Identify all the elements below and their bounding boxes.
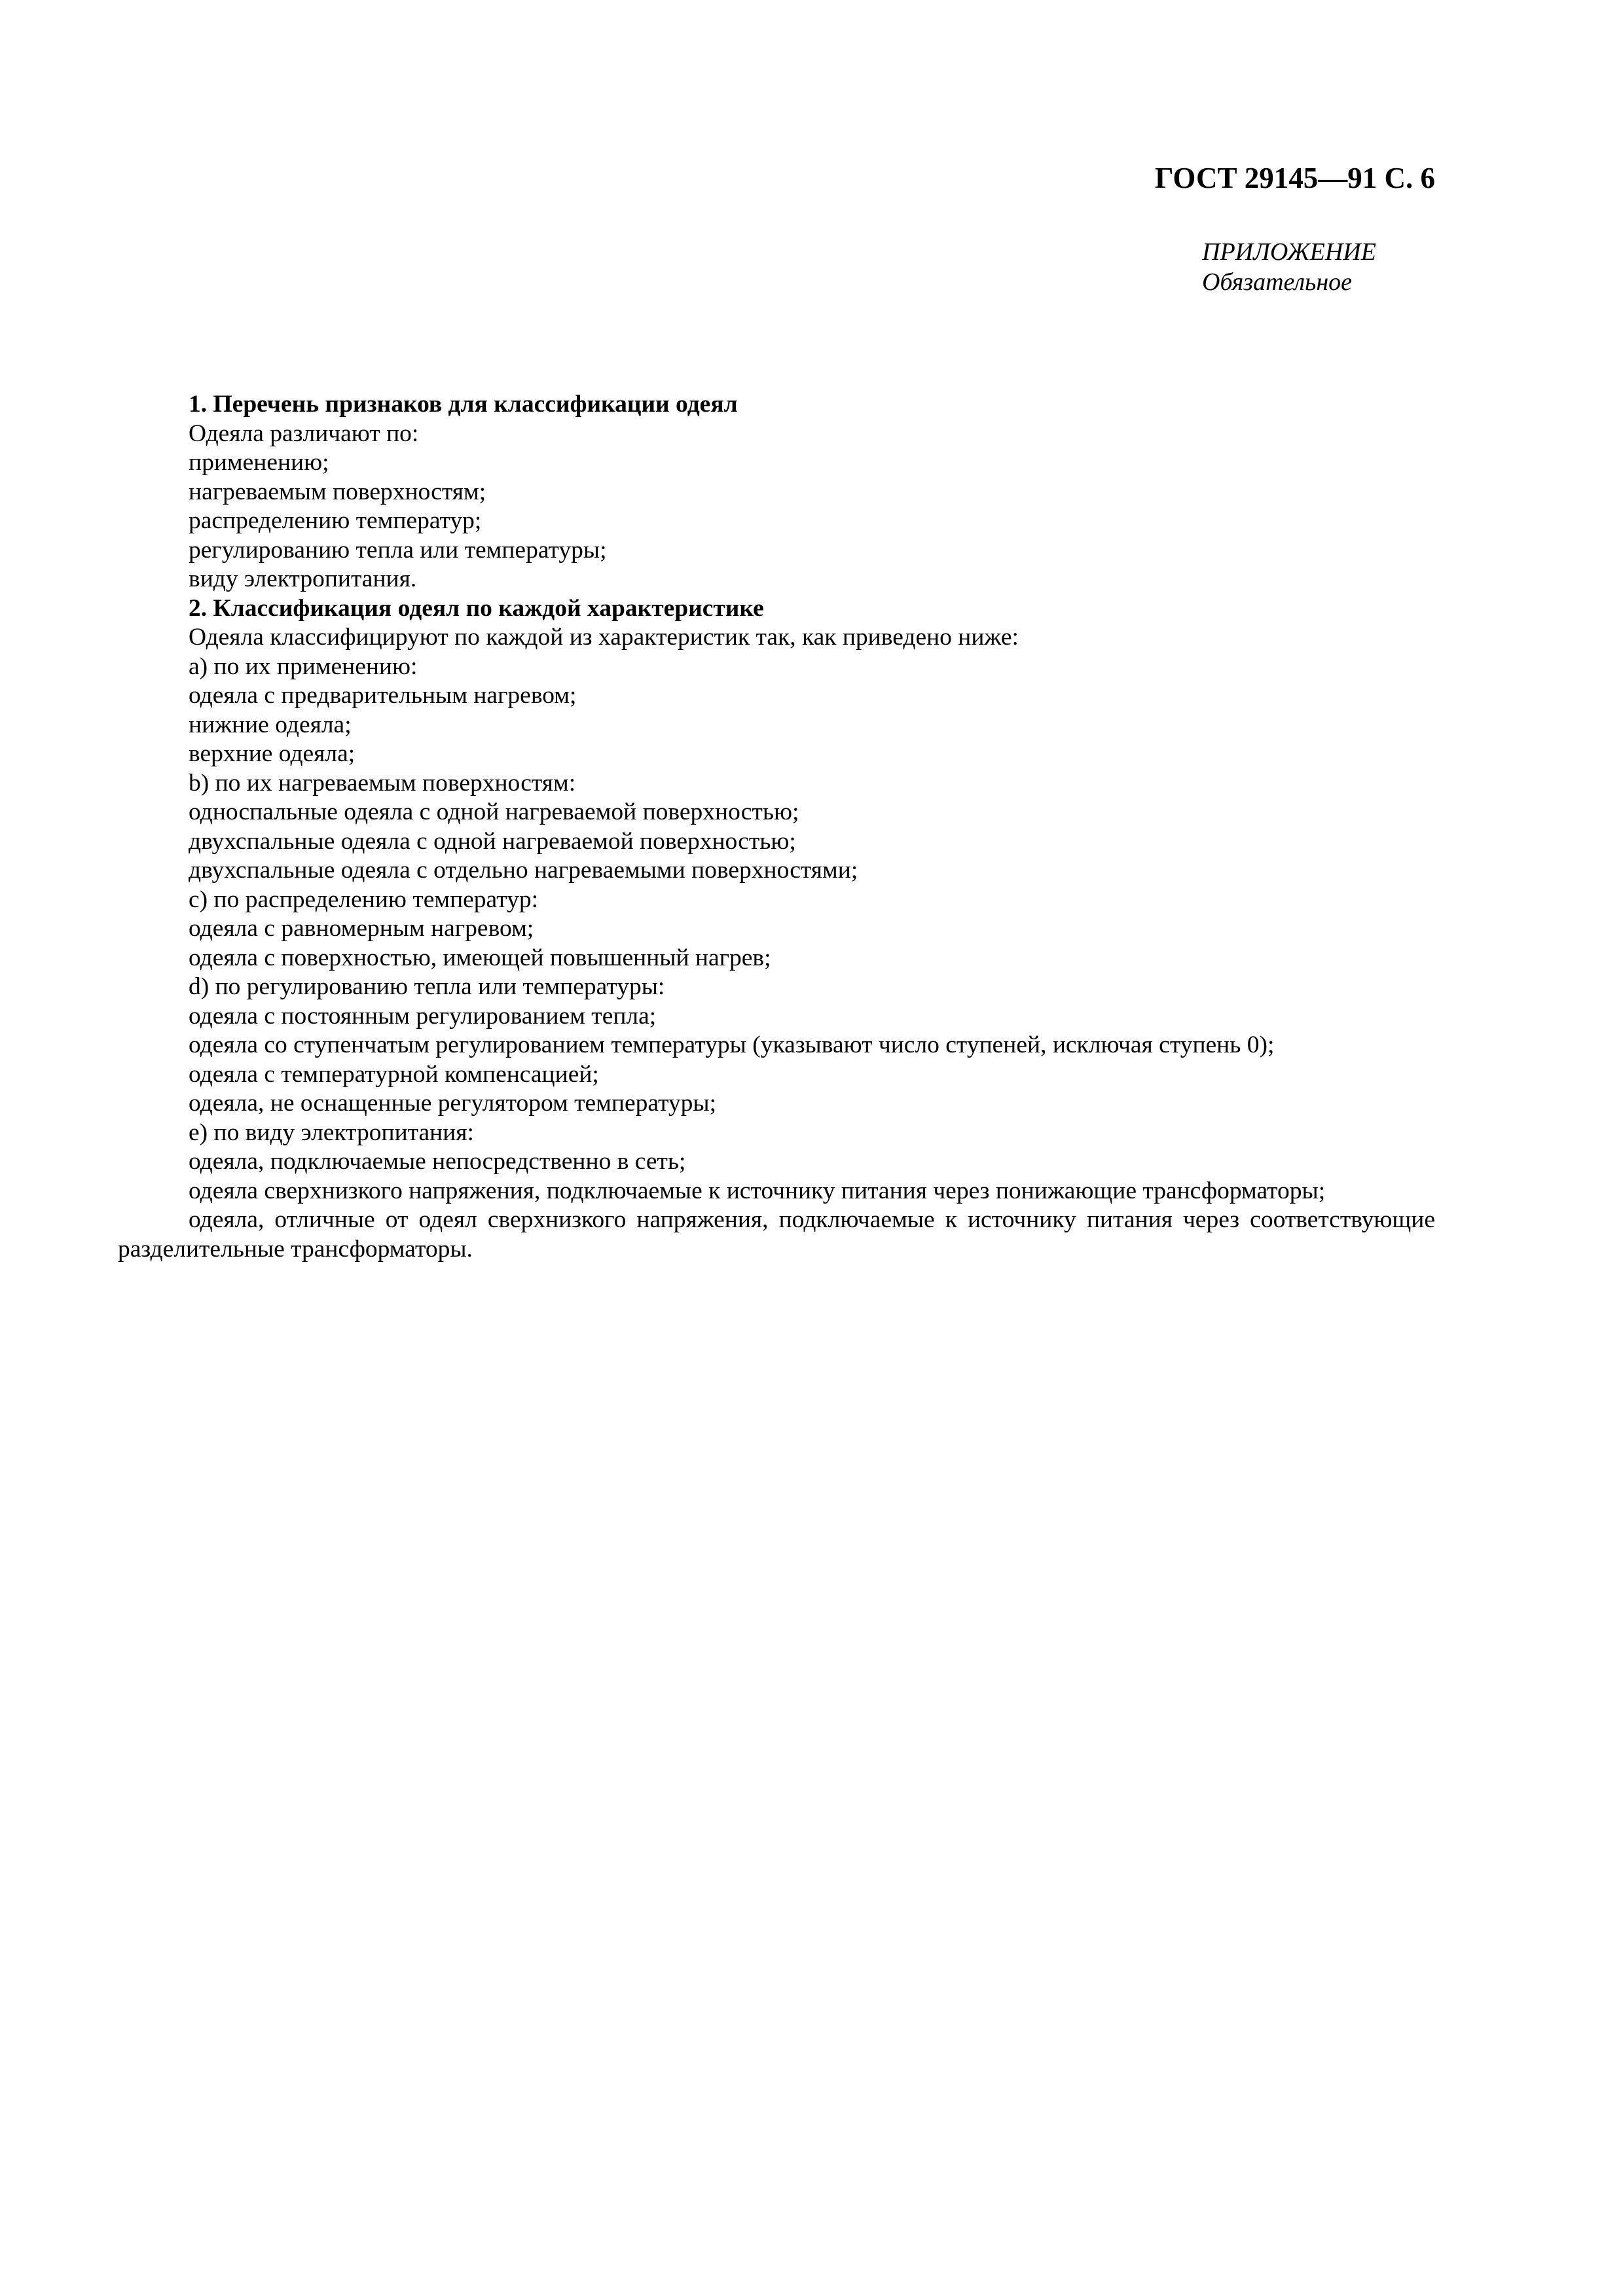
text-paragraph: одеяла сверхнизкого напряжения, подключаемые к источнику питания через понижающие трансформаторы; xyxy=(189,1177,1326,1204)
text-line: применению; xyxy=(189,449,329,476)
appendix-block xyxy=(1202,237,1376,297)
text-line: двухспальные одеяла с отдельно нагреваемыми поверхностями; xyxy=(189,857,858,884)
section-heading: 1. Перечень признаков для классификации одеял xyxy=(189,391,738,418)
text-line: d) по регулированию тепла или температуры: xyxy=(189,973,665,1000)
text-line: нижние одеяла; xyxy=(189,711,352,738)
text-line: распределению температур; xyxy=(189,507,482,534)
text-line: одеяла с температурной компенсацией; xyxy=(189,1060,599,1088)
text-line: Одеяла различают по: xyxy=(189,420,419,447)
text-line: одеяла со ступенчатым регулированием температуры (указывают число ступеней, исключая ступень 0); xyxy=(189,1031,1275,1058)
appendix-title: ПРИЛОЖЕНИЕ xyxy=(1202,238,1376,266)
text-line: а) по их применению: xyxy=(189,653,418,680)
document-code: ГОСТ 29145—91 С. 6 xyxy=(1154,162,1435,194)
text-line: одеяла, не оснащенные регулятором температуры; xyxy=(189,1090,717,1117)
text-line: виду электропитания. xyxy=(189,565,417,592)
text-line: с) по распределению температур: xyxy=(189,886,539,913)
text-line: одеяла с предварительным нагревом; xyxy=(189,682,577,709)
text-line: одеяла с равномерным нагревом; xyxy=(189,915,534,942)
text-line: е) по виду электропитания: xyxy=(189,1119,474,1146)
text-paragraph: одеяла, отличные от одеял сверхнизкого напряжения, подключаемые к источнику питания через соответствующие разделительные трансформаторы. xyxy=(118,1206,1435,1263)
text-line: односпальные одеяла с одной нагреваемой поверхностью; xyxy=(189,798,799,825)
text-line: двухспальные одеяла с одной нагреваемой поверхностью; xyxy=(189,827,796,855)
appendix-status: Обязательное xyxy=(1202,268,1353,296)
text-line: регулированию тепла или температуры; xyxy=(189,536,607,564)
text-line: b) по их нагреваемым поверхностям: xyxy=(189,769,576,797)
text-line: нагреваемым поверхностям; xyxy=(189,478,486,505)
text-line: Одеяла классифицируют по каждой из характеристик так, как приведено ниже: xyxy=(189,624,1019,651)
classification-lines xyxy=(118,390,1435,1177)
text-line: одеяла с постоянным регулированием тепла; xyxy=(189,1002,657,1030)
text-line: одеяла с поверхностью, имеющей повышенный нагрев; xyxy=(189,944,771,971)
classification-paragraphs xyxy=(118,1177,1435,1265)
text-line: верхние одеяла; xyxy=(189,740,356,767)
text-line: одеяла, подключаемые непосредственно в сеть; xyxy=(189,1148,686,1175)
section-heading: 2. Классификация одеял по каждой характеристике xyxy=(189,594,764,622)
document-body xyxy=(118,390,1435,1264)
